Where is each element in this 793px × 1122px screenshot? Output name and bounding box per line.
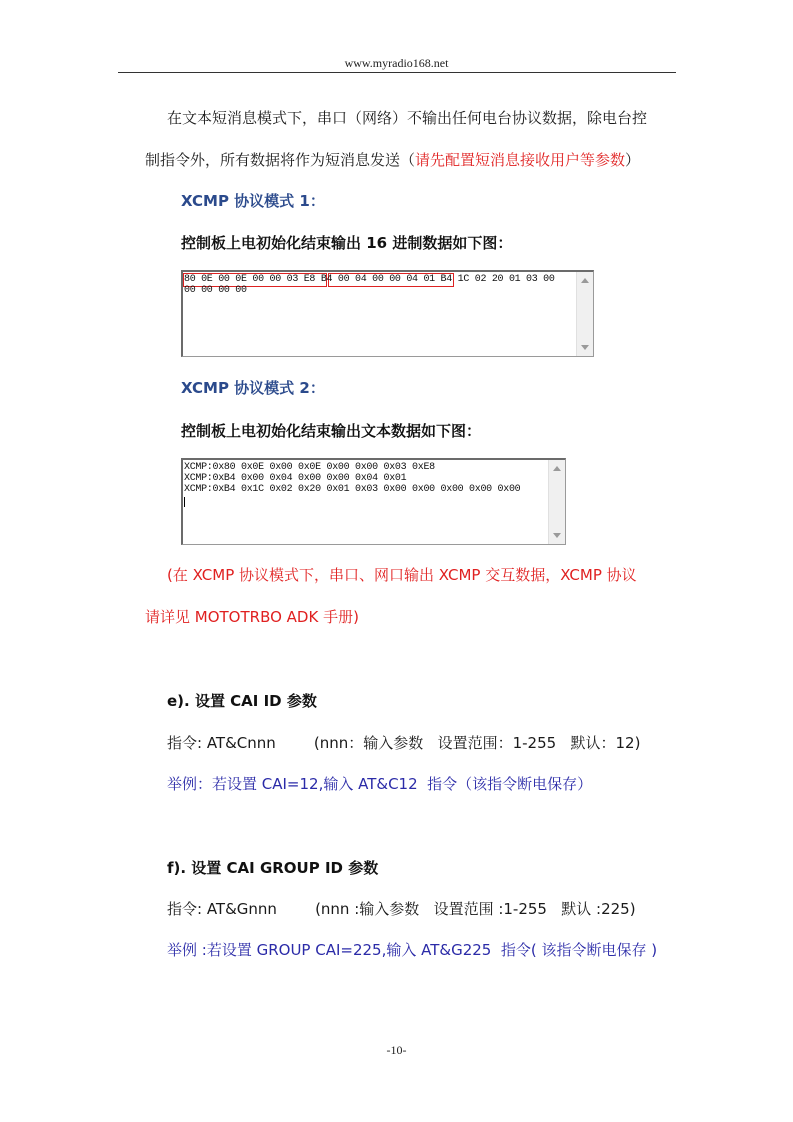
intro-line-2-text: 制指令外，所有数据将作为短消息发送（ — [145, 151, 416, 169]
xcmp1-caption: 控制板上电初始化结束输出 16 进制数据如下图： — [181, 234, 513, 252]
text-output-textbox[interactable] — [181, 458, 566, 545]
section-e-command: 指令: AT&Cnnn (nnn：输入参数 设置范围：1-255 默认：12) — [167, 734, 641, 752]
text-cursor — [184, 497, 185, 507]
note-line-2: 请详见 MOTOTRBO ADK 手册) — [145, 608, 359, 626]
xcmp1-title: XCMP 协议模式 1： — [181, 192, 325, 210]
hex-output-textbox[interactable] — [181, 270, 594, 357]
intro-line-1: 在文本短消息模式下，串口（网络）不输出任何电台协议数据，除电台控 — [167, 109, 648, 127]
section-f-command: 指令: AT&Gnnn (nnn :输入参数 设置范围 :1-255 默认 :225) — [167, 900, 636, 918]
header-divider — [118, 72, 676, 73]
note-line-1: (在 XCMP 协议模式下，串口、网口输出 XCMP 交互数据，XCMP 协议 — [167, 566, 637, 584]
scroll-down-arrow-icon[interactable] — [581, 345, 589, 350]
scroll-up-arrow-icon[interactable] — [581, 278, 589, 283]
vertical-scrollbar[interactable] — [576, 272, 593, 356]
intro-line-2-red: 请先配置短消息接收用户等参数 — [415, 151, 626, 169]
section-e-title: e). 设置 CAI ID 参数 — [167, 692, 317, 710]
hex-output-text: 80 0E 00 0E 00 00 03 E8 B4 00 04 00 00 04 01 B4 1C 02 20 01 03 00 00 00 00 00 — [184, 274, 555, 296]
page-header-site: www.myradio168.net — [344, 56, 449, 70]
scroll-up-arrow-icon-2[interactable] — [553, 466, 561, 471]
section-f-title: f). 设置 CAI GROUP ID 参数 — [167, 859, 379, 877]
scroll-down-arrow-icon-2[interactable] — [553, 533, 561, 538]
intro-line-2-end: ） — [625, 151, 641, 169]
xcmp2-title: XCMP 协议模式 2： — [181, 379, 325, 397]
vertical-scrollbar-2[interactable] — [548, 460, 565, 544]
intro-line-2 — [145, 150, 685, 170]
xcmp2-caption: 控制板上电初始化结束输出文本数据如下图： — [181, 422, 482, 440]
section-e-example: 举例：若设置 CAI=12,输入 AT&C12 指令（该指令断电保存） — [167, 775, 593, 793]
text-output-text: XCMP:0x80 0x0E 0x00 0x0E 0x00 0x00 0x03 0xE8 XCMP:0xB4 0x00 0x04 0x00 0x00 0x04 0x01 XCMP:0xB4 0x1C 0x02 0x20 0x01 0x03 0x00 0x00 0x00 0x00 0x00 — [184, 462, 521, 495]
page-number: -10- — [386, 1043, 407, 1057]
section-f-example: 举例 :若设置 GROUP CAI=225,输入 AT&G225 指令( 该指令断电保存 ) — [167, 941, 658, 959]
